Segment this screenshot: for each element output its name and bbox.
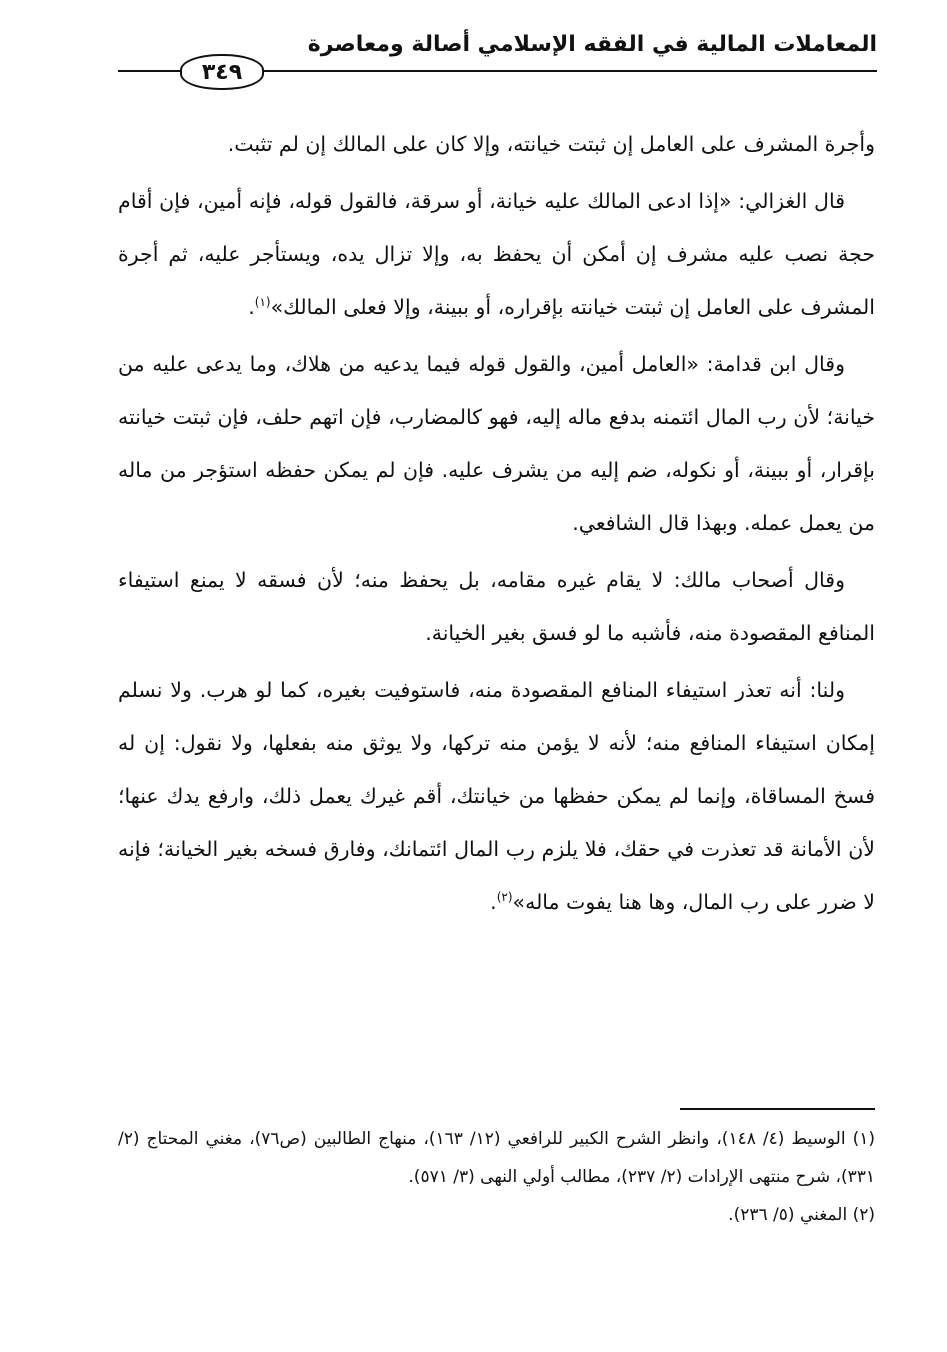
paragraph-2-text: قال الغزالي: «إذا ادعى المالك عليه خيانة، أو سرقة، فالقول قوله، فإنه أمين، فإن أقام حجة نصب عليه مشرف إن أمكن أن يحفظ به، وإلا تزال يده، ويستأجر عليه، ثم أجرة المشرف على العامل إن ثبتت خيانته بإقراره، أو ببينة، وإلا فعلى المالك» <box>118 189 875 319</box>
paragraph-5-text: ولنا: أنه تعذر استيفاء المنافع المقصودة منه، فاستوفيت بغيره، كما لو هرب. ولا نسلم إمكان استيفاء المنافع منه؛ لأنه لا يؤمن منه تركها، ولا يوثق منه بفعلها، ولا نقول: إن له فسخ المساقاة، وإنما لم يمكن حفظها من خيانتك، أقم غيرك يعمل ذلك، وارفع يدك عنها؛ لأن الأمانة قد تعذرت في حقك، فلا يلزم رب المال ائتمانك، وفارق فسخه بغير الخيانة؛ فإنه لا ضرر على رب المال، وها هنا يفوت ماله» <box>118 678 875 914</box>
paragraph-1: وأجرة المشرف على العامل إن ثبتت خيانته، وإلا كان على المالك إن لم تثبت. <box>227 132 875 156</box>
footnote-ref-1: (١) <box>254 295 271 310</box>
footnote-1: (١) الوسيط (٤/ ١٤٨)، وانظر الشرح الكبير للرافعي (١٢/ ١٦٣)، منهاج الطالبين (ص٧٦)، مغني المحتاج (٢/ ٣٣١)، شرح منتهى الإرادات (٢/ ٢٣٧)، مطالب أولي النهى (٣/ ٥٧١). <box>118 1129 876 1187</box>
footnote-rule <box>680 1108 875 1110</box>
paragraph-4: وقال أصحاب مالك: لا يقام غيره مقامه، بل يحفظ منه؛ لأن فسقه لا يمنع استيفاء المنافع المقصودة منه، فأشبه ما لو فسق بغير الخيانة. <box>118 568 875 645</box>
paragraph-5-end: . <box>490 890 497 914</box>
paragraph-3: وقال ابن قدامة: «العامل أمين، والقول قوله فيما يدعيه من هلاك، وما يدعى عليه من خيانة؛ لأن رب المال ائتمنه بدفع ماله إليه، فهو كالمضارب، فإن اتهم حلف، فإن ثبتت خيانته بإقرار، أو ببينة، أو نكوله، ضم إليه من يشرف عليه. فإن لم يمكن حفظه استؤجر من ماله من يعمل عمله. وبهذا قال الشافعي. <box>118 352 875 535</box>
running-title: المعاملات المالية في الفقه الإسلامي أصالة ومعاصرة <box>307 32 877 57</box>
paragraph-2-end: . <box>248 295 255 319</box>
paragraph-2 <box>118 175 875 334</box>
footnote-ref-2: (٢) <box>496 890 513 905</box>
footnote-2: (٢) المغني (٥/ ٢٣٦). <box>728 1205 875 1225</box>
body-text <box>118 118 875 933</box>
page-number: ٣٤٩ <box>180 54 264 90</box>
paragraph-5 <box>118 664 875 929</box>
footnotes <box>118 1120 875 1234</box>
